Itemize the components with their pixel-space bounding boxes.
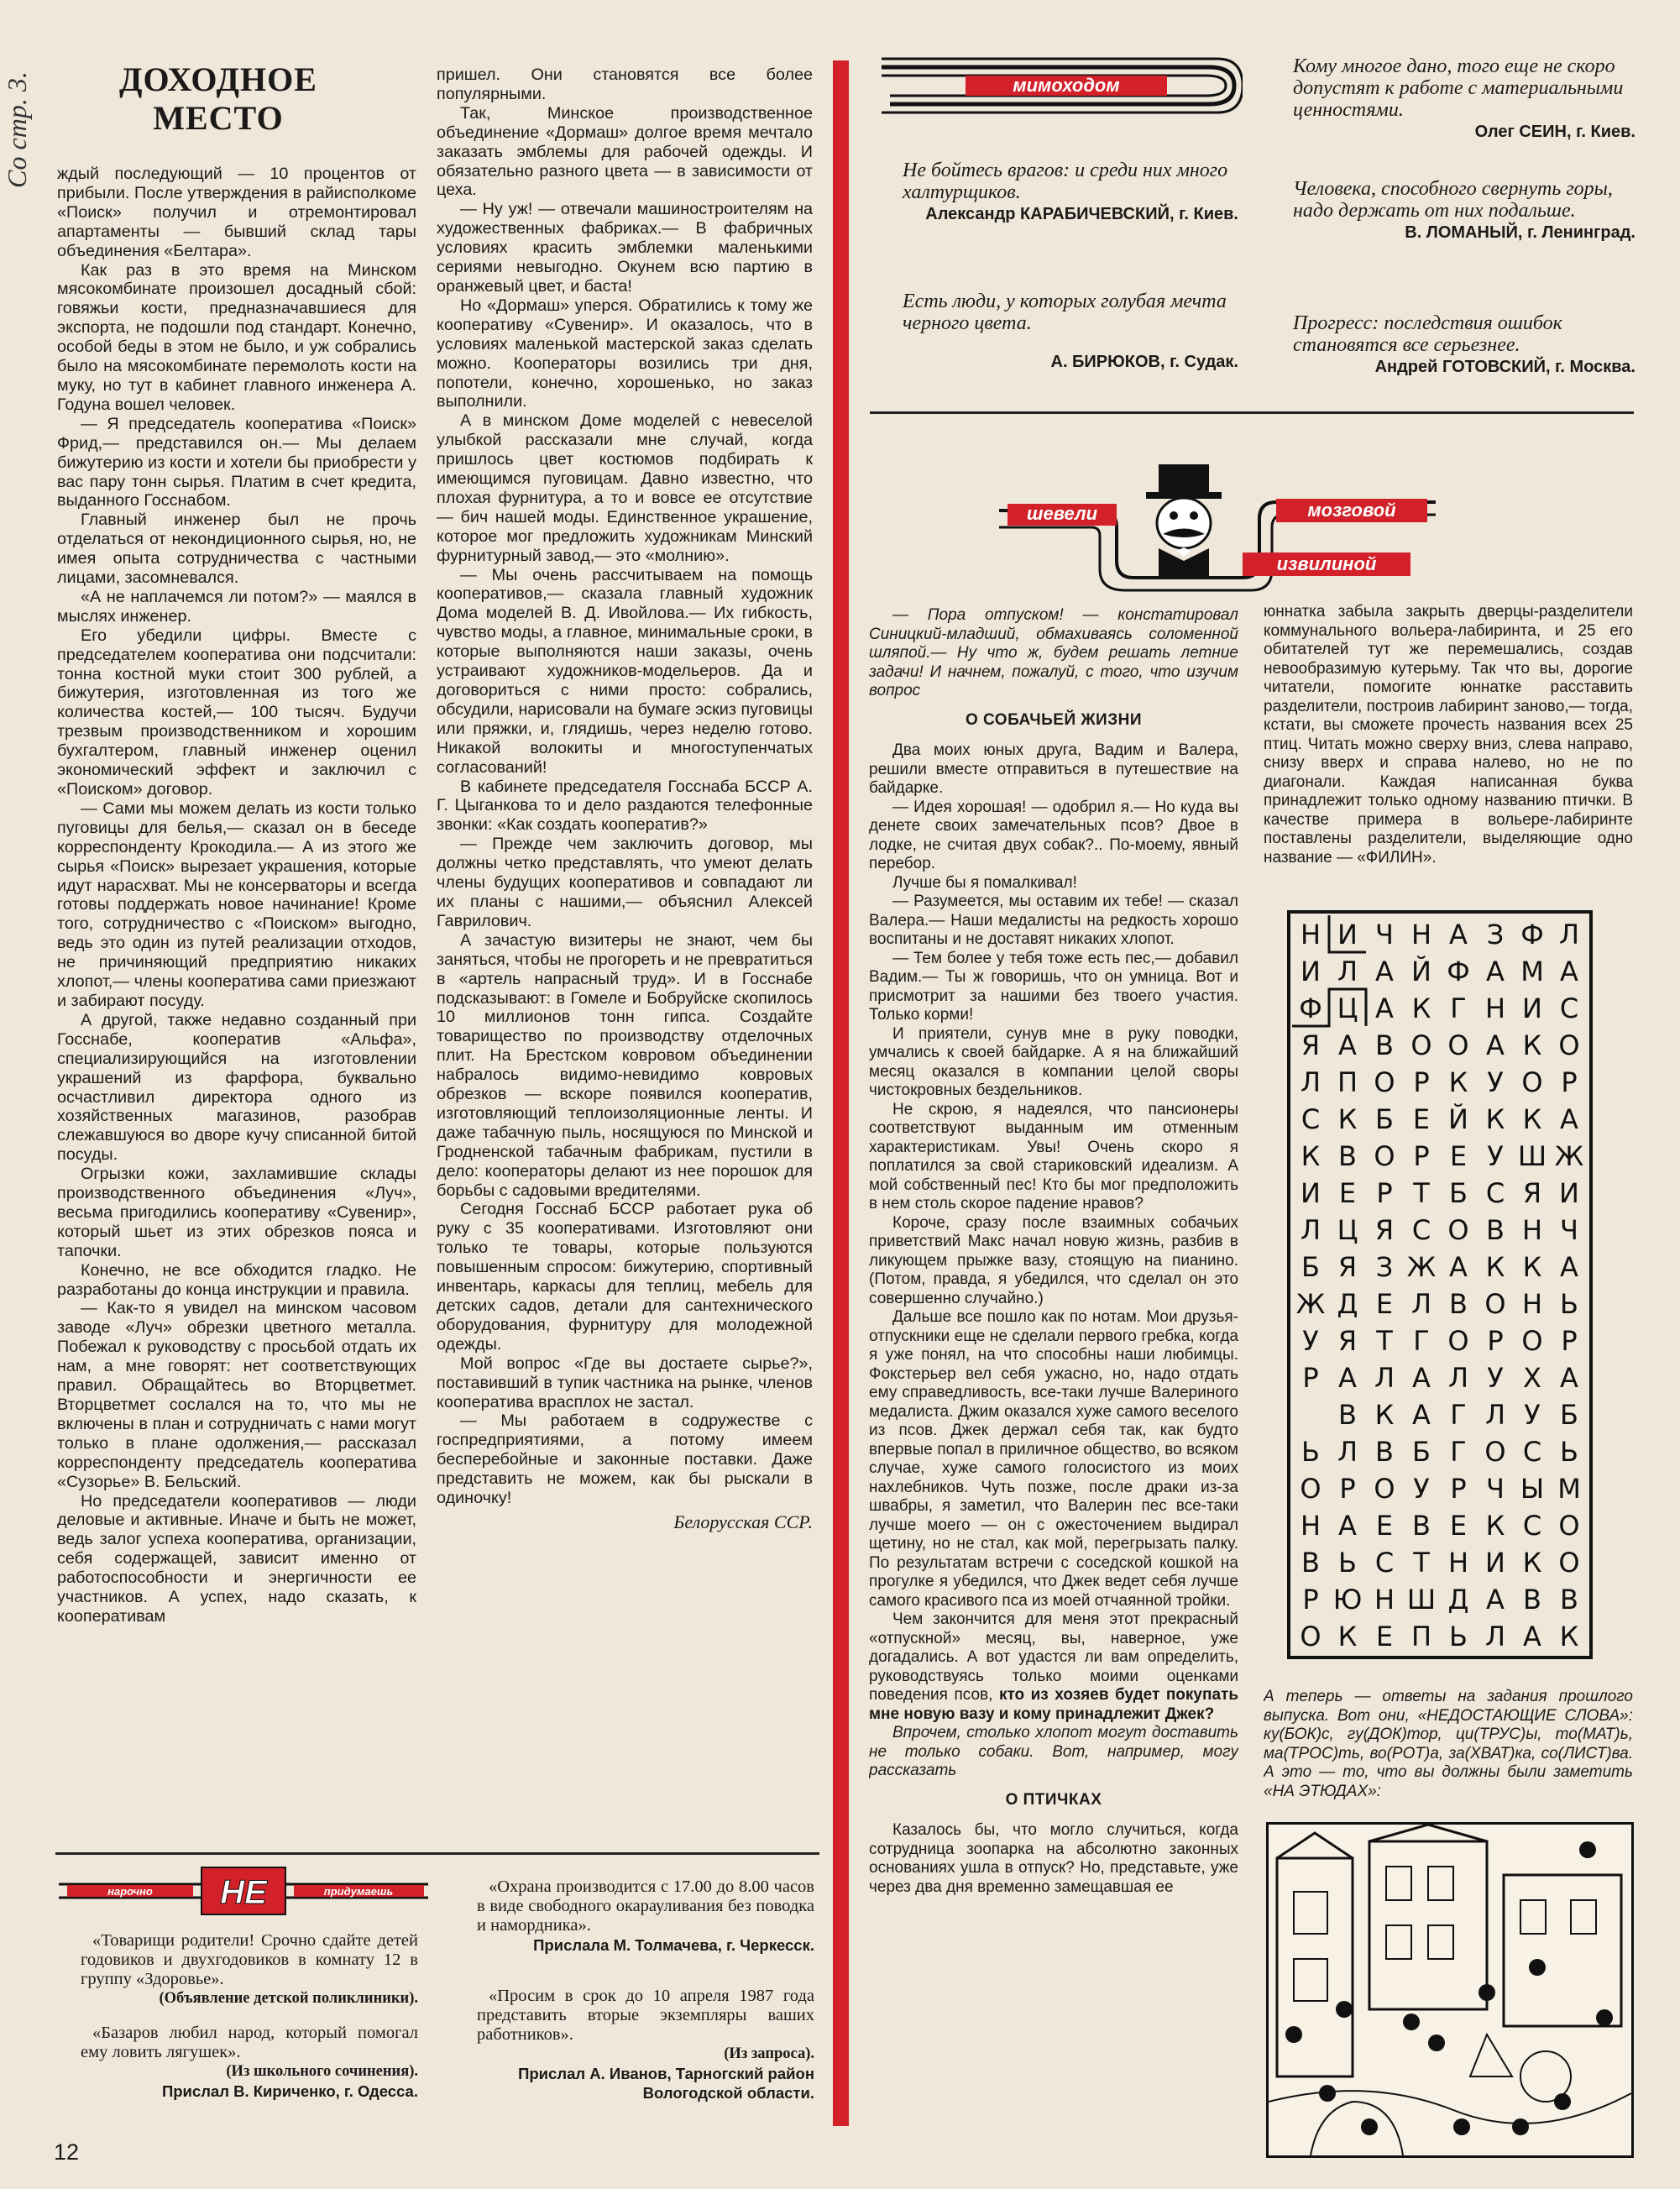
maze-letter: Х (1523, 1362, 1541, 1394)
paragraph: Мой вопрос «Где вы достаете сырье?», поставивший в тупик частника на рынке, членов кооператива врасплох не застал. (437, 1354, 813, 1411)
maze-letter: Р (1561, 1066, 1578, 1098)
svg-text:нарочно: нарочно (107, 1885, 153, 1898)
paragraph: Два моих юных друга, Вадим и Валера, решили вместе отправиться в путешествие на байдарке. (869, 741, 1238, 797)
maze-letter: У (1487, 1362, 1504, 1394)
quote: Есть люди, у которых голубая мечта черного цвета. А. БИРЮКОВ, г. Судак. (903, 291, 1238, 371)
maze-letter: Е (1449, 1510, 1468, 1542)
maze-letter: И (1337, 919, 1358, 950)
paragraph: — Я председатель кооператива «Поиск» Фрид,— представился он.— Мы делаем бижутерию из кости и хотели бы приобрести у вас пару тонн сырья. Платим в счет кредита, выданного Госснабом. (57, 414, 416, 511)
puzzle-column-2 (1264, 603, 1633, 888)
quote: Прогресс: последствия ошибок становятся все серьезнее. Андрей ГОТОВСКИЙ, г. Москва. (1293, 312, 1636, 376)
maze-letter: Р (1487, 1325, 1504, 1357)
maze-letter: А (1486, 1029, 1505, 1061)
maze-letter: Е (1412, 1103, 1431, 1135)
puzzle-logo (991, 460, 1444, 594)
maze-letter: Ц (1337, 992, 1358, 1024)
maze-letter: В (1412, 1510, 1431, 1542)
maze-letter: Л (1337, 956, 1358, 987)
maze-letter: А (1486, 1584, 1505, 1616)
maze-letter: З (1375, 1251, 1394, 1283)
paragraph: Казалось бы, что могло случиться, когда сотрудница зоопарка на абсолютно законных основаниях ушла в отпуск? Но, представьте, уже через два дня временно замещавшая ее (869, 1821, 1238, 1896)
maze-letter: К (1485, 1251, 1505, 1283)
ne-pridumaesh-logo (59, 1866, 428, 1916)
maze-letter: Е (1338, 1177, 1357, 1209)
maze-letter: У (1487, 1140, 1504, 1172)
maze-letter: Р (1413, 1140, 1430, 1172)
maze-letter: Е (1375, 1510, 1394, 1542)
section-title: О СОБАЧЬЕЙ ЖИЗНИ (965, 710, 1142, 729)
maze-letter: Б (1375, 1103, 1394, 1135)
maze-letter: О (1374, 1473, 1395, 1505)
maze-letter: С (1522, 1436, 1542, 1468)
paragraph: Огрызки кожи, захламившие склады производственного объединения «Луч», весьма пригодились кооперативу «Сувенир», который шьет из этих обрезков пояса и тапочки. (57, 1165, 416, 1260)
maze-letter: О (1447, 1029, 1469, 1061)
maze-letter: З (1486, 919, 1505, 950)
maze-letter: Л (1410, 1288, 1432, 1320)
maze-letter: О (1374, 1140, 1395, 1172)
maze-letter: Ь (1560, 1436, 1578, 1468)
maze-letter: А (1375, 956, 1394, 987)
maze-letter: М (1557, 1473, 1581, 1505)
paragraph: И приятели, сунув мне в руку поводки, умчались к своей байдарке. А я на ближайший месяц оказался в компании целой своры чистокровных бездельников. (869, 1024, 1238, 1099)
svg-text:придумаешь: придумаешь (323, 1885, 394, 1898)
maze-letter: Т (1413, 1177, 1430, 1209)
page-number: 12 (54, 2139, 80, 2165)
mimokhodom-logo (873, 52, 1243, 119)
maze-letter: А (1449, 1251, 1468, 1283)
paragraph: — Сами мы можем делать из кости только пуговицы для белья,— сказал он в беседе корреспонденту Крокодила.— А из этого же сырья «Поиск» вырезает украшения, которые идут нарасхват. Мы не консерваторы и всегда готовы поддержать новое начинание! Кроме того, сотрудничество с «Поиском» выгодно, ведь это один из путей реализации отходов, не причиняющий предприятию никаких хлопот,— члены кооператива сами приезжают и забирают посуду. (57, 799, 416, 1010)
maze-letter: У (1487, 1066, 1504, 1098)
paragraph: Сегодня Госснаб БССР работает рука об руку с 35 кооперативами. Изготовляют они только те товары, которые пользуются повышенным спросом: бижутерию, спортивный инвентарь, каркасы для теплиц, мебель для детских садов, детали для сантехнического оборудования, фурнитуру для молодежной одежды. (437, 1200, 813, 1354)
maze-letter: Л (1300, 1066, 1321, 1098)
article-source: Белорусская ССР. (673, 1511, 813, 1532)
maze-letter: Р (1376, 1177, 1393, 1209)
maze-letter: Ф (1447, 956, 1470, 987)
paragraph: — Разумеется, мы оставим их тебе! — сказал Валера.— Наши медалисты на редкость хорошо воспитаны и не доставят никаких хлопот. (869, 893, 1238, 948)
column-divider-bar (833, 60, 849, 2126)
maze-letter: Ф (1520, 919, 1544, 950)
maze-letter: А (1375, 992, 1394, 1024)
maze-letter: У (1524, 1399, 1541, 1431)
maze-letter: Б (1301, 1251, 1320, 1283)
maze-letter: Б (1412, 1436, 1431, 1468)
maze-letter: Н (1521, 1214, 1543, 1246)
article-column-2 (437, 65, 813, 1852)
maze-letter: К (1374, 1399, 1395, 1431)
paragraph: — Как-то я увидел на минском часовом заводе «Луч» обрезки цветного металла. Побежал к руководству с просьбой отдать их нам, а мне говорят: нет соответствующих правил. Обращайтесь во Вторцветмет. Вторцветмет сослался на то, что мы не включены в план и сотрудничать с нами могут только в плане одолжения,— рассказал корреспонденту председатель кооператива «Сузорье» В. Бельский. (57, 1299, 416, 1491)
maze-letter: Л (1484, 1399, 1506, 1431)
maze-letter: У (1413, 1473, 1430, 1505)
maze-letter: Г (1450, 1399, 1467, 1431)
maze-letter: А (1523, 1621, 1541, 1652)
maze-letter: Л (1447, 1362, 1469, 1394)
maze-letter: С (1411, 1214, 1431, 1246)
maze-letter: С (1301, 1103, 1321, 1135)
paragraph: Главный инженер был не прочь отделаться от некондиционного сырья, но, не имея опыта сотрудничества с частными лицами, засомневался. (57, 511, 416, 588)
paragraph: — Прежде чем заключить договор, мы должны четко представлять, что умеют делать члены будущих кооперативов и совпадают ли их планы с нашими,— объяснил Алексей Гаврилович. (437, 835, 813, 930)
paragraph: — Тем более у тебя тоже есть пес,— добавил Вадим.— Ты ж говоришь, что он умница. Вот и присмотрит за нашими без твоего участия. Только корми! (869, 949, 1238, 1024)
maze-letter: Л (1484, 1621, 1506, 1652)
paragraph: Чем закончится для меня этот прекрасный «отпускной» месяц, вы, наверное, уже догадались. А вот удастся ли вам определить, руководствуясь только моими оценками поведения псов, кто из хозяев будет покупать мне новую вазу и кому принадлежит Джек? (869, 1610, 1238, 1723)
maze-letter: Н (1447, 1547, 1469, 1579)
maze-letter: Л (1558, 919, 1580, 950)
maze-letter: Й (1411, 956, 1431, 987)
maze-letter: К (1485, 1510, 1505, 1542)
maze-letter: В (1375, 1029, 1394, 1061)
section-divider (870, 411, 1634, 414)
paragraph: — Мы работаем в содружестве с госпредприятиями, а потому имеем бесперебойные и законные поставки. Даже представить не можем, как бы рыскали в одиночку! (437, 1411, 813, 1508)
paragraph: Но «Дормаш» уперся. Обратились к тому же кооперативу «Сувенир». И оказалось, что в условиях маленькой мастерской заказ сделать можно. Кооператоры возились три дня, попотели, конечно, хорошенько, но заказ выполнили. (437, 296, 813, 411)
maze-letter: А (1338, 1510, 1357, 1542)
maze-letter: Н (1410, 919, 1432, 950)
maze-letter: Л (1374, 1362, 1395, 1394)
paragraph: Конечно, не все обходится гладко. Не разработаны до конца инструкции и правила. (57, 1260, 416, 1299)
maze-letter: Н (1300, 919, 1321, 950)
maze-letter: Б (1560, 1399, 1578, 1431)
maze-letter: Н (1521, 1288, 1543, 1320)
svg-text:мозговой: мозговой (1307, 500, 1396, 521)
paragraph: Его убедили цифры. Вместе с председателем кооператива они подсчитали: тонна костной муки стоит 300 рублей, а бижутерия, изготовленная из того же количества костей,— 100 тысяч. Будучи трезвым производственником и хорошим бухгалтером, главный инженер оценил экономический эффект и заключил с «Поиском» договор. (57, 626, 416, 799)
maze-letter: А (1560, 1362, 1578, 1394)
paragraph: Не скрою, я надеялся, что пансионеры соответствуют выданным им отменным характеристикам. Увы! Очень скоро я поплатился за свой стариковский идеализм. А мой собственный пес! Кто бы мог предположить в нем столь скорое падение нравов? (869, 1100, 1238, 1212)
maze-letter: А (1338, 1029, 1357, 1061)
maze-letter: Ч (1486, 1473, 1505, 1505)
letter-maze-grid (1280, 907, 1599, 1671)
maze-letter: О (1300, 1473, 1321, 1505)
article-headline: ДОХОДНОЕ МЕСТО (119, 60, 317, 137)
maze-letter: Я (1374, 1214, 1395, 1246)
quote: Человека, способного свернуть горы, надо держать от них подальше. В. ЛОМАНЫЙ, г. Ленинград. (1293, 178, 1636, 242)
svg-text:шевели: шевели (1026, 503, 1098, 524)
maze-letter: Ы (1520, 1473, 1545, 1505)
svg-text:извилиной: извилиной (1276, 553, 1377, 574)
maze-letter: Т (1376, 1325, 1393, 1357)
maze-letter: Р (1413, 1066, 1430, 1098)
maze-letter: О (1558, 1029, 1580, 1061)
maze-letter: Н (1484, 992, 1506, 1024)
letter-maze (1280, 907, 1599, 1671)
maze-letter: Ш (1517, 1140, 1547, 1172)
street-sketch-illustration (1266, 1822, 1634, 2158)
maze-letter: К (1337, 1103, 1358, 1135)
maze-border (1289, 912, 1591, 1657)
paragraph: А в минском Доме моделей с невеселой улыбкой рассказали мне случай, когда пришлось цвет костюмов подбирать к имеющимся пуговицам. Давно известно, что плохая фурнитура, а то и вовсе ее отсутствие — бич нашей моды. Единственное украшение, которое мог предложить художникам Минский фурнитурный завод,— это «молнию». (437, 411, 813, 565)
maze-letter: Л (1337, 1436, 1358, 1468)
maze-letter: К (1559, 1621, 1579, 1652)
maze-letter: К (1522, 1103, 1542, 1135)
paragraph: пришел. Они становятся все более популярными. (437, 65, 813, 103)
maze-letter: В (1338, 1399, 1357, 1431)
funny-snippet: «Охрана производится с 17.00 до 8.00 часов в виде свободного окарауливания без поводка и намордника». Прислала М. Толмачева, г. Черкесск. (477, 1877, 814, 1954)
maze-letter: К (1337, 1621, 1358, 1652)
svg-text:НЕ: НЕ (220, 1874, 267, 1911)
maze-letter: С (1522, 1510, 1542, 1542)
paragraph: А другой, также недавно созданный при Госснабе, кооператив «Альфа», специализирующийся на изготовлении украшений из фарфора, буквально осчастливил директора одного из хозяйственных магазинов, разобрав слежавшуюся во дворе кучу списанной битой посуды. (57, 1010, 416, 1165)
maze-letter: Ц (1337, 1214, 1358, 1246)
sketch-drawing (1269, 1825, 1631, 2155)
maze-letter: Ю (1332, 1584, 1363, 1616)
funny-snippet: «Базаров любил народ, который помогал ему ловить лягушек». (Из школьного сочинения). Прислал В. Кириченко, г. Одесса. (81, 2024, 418, 2100)
maze-letter: Ь (1338, 1547, 1357, 1579)
paragraph: — Идея хорошая! — одобрил я.— Но куда вы денете своих замечательных псов? Двое в лодке, не считая двух собак?.. По-моему, явный перебор. (869, 798, 1238, 872)
funny-snippet: «Товарищи родители! Срочно сдайте детей годовиков и двухгодовиков в комнату 12 в группу «Здоровье». (Объявление детской поликлиники). (81, 1931, 418, 2007)
maze-letter: О (1484, 1436, 1506, 1468)
maze-letter: Л (1300, 1214, 1321, 1246)
maze-letter: Е (1375, 1288, 1394, 1320)
maze-letter: О (1300, 1621, 1321, 1652)
maze-letter: А (1412, 1362, 1431, 1394)
maze-letter: А (1560, 1251, 1578, 1283)
maze-letter: И (1522, 992, 1542, 1024)
maze-letter: Ф (1299, 992, 1322, 1024)
quote: Не бойтесь врагов: и среди них много халтурщиков. Александр КАРАБИЧЕВСКИЙ, г. Киев. (903, 160, 1238, 223)
maze-letter: Ь (1301, 1436, 1320, 1468)
maze-letter: Ч (1560, 1214, 1578, 1246)
puzzle-intro: — Пора отпуском! — констатировал Синицкий-младший, обмахиваясь соломенной шляпой.— Ну что ж, будем решать летние задачи! И начнем, пожалуй, с того, что изучим вопрос (869, 606, 1238, 699)
paragraph: А зачастую визитеры не знают, чем бы заняться, чтобы не прогореть и не превратиться в «артель напрасный труд». И в Госснабе подсказывают: в Гомеле и Бобруйске скопилось 10 миллионов тонн гипса. Создайте товарищество по производству отделочных плит. На Брестском ковровом объединении набралось видимо-невидимо ковровых обрезков — вскоре появился кооператив, изготовляющий теплоизоляционные ленты. И даже табачную пыль, носящуюся по Минской и Гродненской табачным фабрикам, пустили в дело: кооператоры делают из нее порошок для борьбы с садовыми вредителями. (437, 930, 813, 1200)
paragraph: Но председатели кооперативов — люди деловые и активные. Иначе и быть не может, ведь залог успеха кооператива, организации, себя содержащей, зависит именно от работоспособности и энергичности ее участников. А успех, надо сказать, к кооперативам (57, 1491, 416, 1626)
paragraph: Лучше бы я помалкивал! (892, 873, 1077, 892)
previous-answers: А теперь — ответы на задания прошлого выпуска. Вот они, «НЕДОСТАЮЩИЕ СЛОВА»: ку(БОК)с, гу(ДОК)тор, ци(ТРУС)ы, то(МАТ)ь, ма(ТРОС)ть, во(РОТ)а, за(ХВАТ)ка, со(ЛИСТ)ва. А это — то, что вы должны были заметить «НА ЭТЮДАХ»: (1264, 1688, 1633, 1800)
maze-letter: К (1522, 1251, 1542, 1283)
continued-from-label: Со стр. 3. (2, 71, 32, 189)
maze-letter: Я (1301, 1029, 1321, 1061)
maze-letter: О (1558, 1547, 1580, 1579)
maze-letter: Н (1300, 1510, 1321, 1542)
maze-letter: С (1559, 992, 1579, 1024)
maze-letter: Г (1450, 1436, 1467, 1468)
maze-letter: Г (1450, 992, 1467, 1024)
funny-snippet: «Просим в срок до 10 апреля 1987 года представить вторые экземпляры ваших работников». (Из запроса). Прислал А. Иванов, Тарногский район Вологодской области. (477, 1987, 814, 2102)
maze-letter: А (1486, 956, 1505, 987)
maze-letter: Е (1449, 1140, 1468, 1172)
maze-letter: О (1521, 1325, 1543, 1357)
maze-letter: Я (1337, 1251, 1358, 1283)
maze-letter: В (1449, 1288, 1468, 1320)
maze-letter: А (1449, 919, 1468, 950)
puzzle-column-1 (869, 606, 1238, 2118)
paragraph: юннатка забыла закрыть дверцы-разделители коммунального вольера-лабиринта, и 25 его обитателей тут же перемешались, создав невообразимую кутерьму. Так что вы, дорогие читатели, помогите юннатке расставить разделители, построив лабиринт заново,— тогда, кстати, вы сможете прочесть названия всех 25 птиц. Читать можно сверху вниз, слева направо, снизу вверх и справа налево, но не по диагонали. Каждая написанная буква принадлежит только одному названию птички. В качестве примера в вольере-лабиринте поставлены разделители, выделяющие одно название — «ФИЛИН». (1264, 603, 1633, 867)
maze-letter: Д (1337, 1288, 1358, 1320)
maze-letter: О (1447, 1214, 1469, 1246)
maze-letter: У (1302, 1325, 1319, 1357)
maze-letter: Д (1447, 1584, 1469, 1616)
maze-letter: Я (1337, 1325, 1358, 1357)
maze-letter: К (1522, 1547, 1542, 1579)
maze-letter: П (1337, 1066, 1358, 1098)
maze-letter: Р (1561, 1325, 1578, 1357)
maze-letter: Р (1302, 1584, 1319, 1616)
maze-letter: В (1523, 1584, 1541, 1616)
maze-letter: К (1411, 992, 1431, 1024)
maze-letter: К (1485, 1103, 1505, 1135)
maze-letter: Р (1302, 1362, 1319, 1394)
maze-letter: Г (1413, 1325, 1430, 1357)
maze-letter: П (1410, 1621, 1432, 1652)
paragraph: — Ну уж! — отвечали машиностроителям на художественных фабриках.— В фабричных условиях красить эмблемки маленькими сериями невыгодно. Окунем всю партию в оранжевый цвет, и баста! (437, 200, 813, 296)
maze-letter: Ь (1449, 1621, 1468, 1652)
maze-letter: Ж (1406, 1251, 1437, 1283)
maze-letter: А (1338, 1362, 1357, 1394)
paragraph: Как раз в это время на Минском мясокомбинате произошел досадный сбой: говяжьи кости, предназначавшиеся для экспорта, не подошли под стандарт. Конечно, особой беды в этом не было, и уж собрались было на мясокомбинате перемолоть кости на муку, но тут в кабинет главного инженера А. Годуна вошел человек. (57, 260, 416, 414)
maze-letter: Й (1448, 1103, 1468, 1135)
puzzle-question: кто из хозяев будет покупать мне новую вазу и кому принадлежит Джек? (869, 1686, 1238, 1723)
maze-letter: О (1447, 1325, 1469, 1357)
paragraph: Дальше все пошло как по нотам. Мои друзья-отпускники еще не сделали первого гребка, когда я уже понял, на что способны наши любимцы. Фокстерьер вел себя ужасно, но, надо отдать ему справедливость, все-таки лучше Валериного медалиста. Джим оказался хуже самого веселого из псов. Джек держал себя так, как будто впервые попал в приличное общество, во всяком случае, хуже самого голосистого из моих нахлебников. Чуть позже, после драки из-за швабры, я заметил, что Валерин пес все-таки лучше моего — он с ожесточением выдирал щетину, но не стал, как мой, перегрызать палку. По результатам встречи с соседской кошкой на прогулке я убедился, что Джек ведет себя лучше самого красивого пса из моей отчаянной тройки. (869, 1308, 1238, 1610)
maze-letter: В (1301, 1547, 1320, 1579)
maze-letter: К (1301, 1140, 1321, 1172)
maze-letter: Ь (1560, 1288, 1578, 1320)
maze-letter: Я (1522, 1177, 1542, 1209)
maze-letter: С (1374, 1547, 1395, 1579)
maze-letter: Т (1413, 1547, 1430, 1579)
quote: Кому многое дано, того еще не скоро допустят к работе с материальными ценностями. Олег СЕИН, г. Киев. (1293, 55, 1636, 141)
maze-letter: С (1485, 1177, 1505, 1209)
paragraph: Так, Минское производственное объединение «Дормаш» долгое время мечтало заказать эмблемы для рабочей одежды. И обязательно разного цвета — в зависимости от цеха. (437, 103, 813, 200)
paragraph: В кабинете председателя Госснаба БССР А. Г. Цыганкова то и дело раздаются телефонные звонки: «Как создать кооператив?» (437, 777, 813, 835)
maze-letter: Р (1450, 1473, 1467, 1505)
maze-letter: О (1558, 1510, 1580, 1542)
section-title: О ПТИЧКАХ (1005, 1790, 1102, 1809)
maze-letter: В (1375, 1436, 1394, 1468)
maze-letter: М (1520, 956, 1544, 987)
maze-letter: Ж (1554, 1140, 1584, 1172)
maze-letter: Ш (1406, 1584, 1437, 1616)
paragraph: — Мы очень рассчитываем на помощь кооперативов,— сказала главный художник Дома моделей В. Д. Ивойлова.— Их гибкость, чувство моды, а главное, минимальные сроки, в которые выполняются наши заказы, очень устраивают художников-модельеров. Да и договориться с ними просто: собрались, обсудили, нарисовали на бумаге эскиз пуговицы или пряжки, и, глядишь, через неделю готово. Никакой волокиты и многоступенчатых согласований! (437, 565, 813, 777)
maze-letter: И (1301, 956, 1321, 987)
paragraph: Короче, сразу после взаимных собачьих приветствий Макс начал новую жизнь, разбив в ликующем прыжке вазу, стоящую на пианино. (Потом, правда, я убедился, что сделал он это совершенно случайно.) (869, 1213, 1238, 1307)
paragraph: «А не наплачемся ли потом?» — маялся в мыслях инженер. (57, 587, 416, 626)
maze-letter: И (1485, 1547, 1505, 1579)
maze-letter: Е (1375, 1621, 1394, 1652)
maze-letter: О (1410, 1029, 1432, 1061)
paragraph: Впрочем, столько хлопот могут доставить не только собаки. Вот, например, могу рассказать (869, 1724, 1238, 1779)
maze-letter: В (1560, 1584, 1578, 1616)
maze-letter: К (1448, 1066, 1468, 1098)
maze-letter: О (1521, 1066, 1543, 1098)
maze-letter: Б (1449, 1177, 1468, 1209)
paragraph: ждый последующий — 10 процентов от прибыли. После утверждения в райисполкоме «Поиск» получил и отремонтировал апартаменты — бывший склад тары объединения «Белтара». (57, 165, 416, 260)
section-divider (55, 1852, 819, 1855)
maze-letter: К (1522, 1029, 1542, 1061)
maze-letter: А (1560, 1103, 1578, 1135)
maze-letter: Н (1374, 1584, 1395, 1616)
man-in-hat-icon (1146, 464, 1222, 578)
maze-letter: В (1486, 1214, 1505, 1246)
maze-letter: Ж (1295, 1288, 1326, 1320)
maze-letter: О (1374, 1066, 1395, 1098)
maze-letter: А (1560, 956, 1578, 987)
article-column-1 (57, 165, 416, 1836)
mimokhodom-logo-text: мимоходом (1013, 75, 1120, 96)
maze-letter: О (1484, 1288, 1506, 1320)
maze-letter: В (1338, 1140, 1357, 1172)
maze-letter: И (1301, 1177, 1321, 1209)
maze-letter: А (1412, 1399, 1431, 1431)
maze-letter: Р (1339, 1473, 1356, 1505)
maze-letter: Ч (1375, 919, 1394, 950)
maze-letter: И (1559, 1177, 1579, 1209)
